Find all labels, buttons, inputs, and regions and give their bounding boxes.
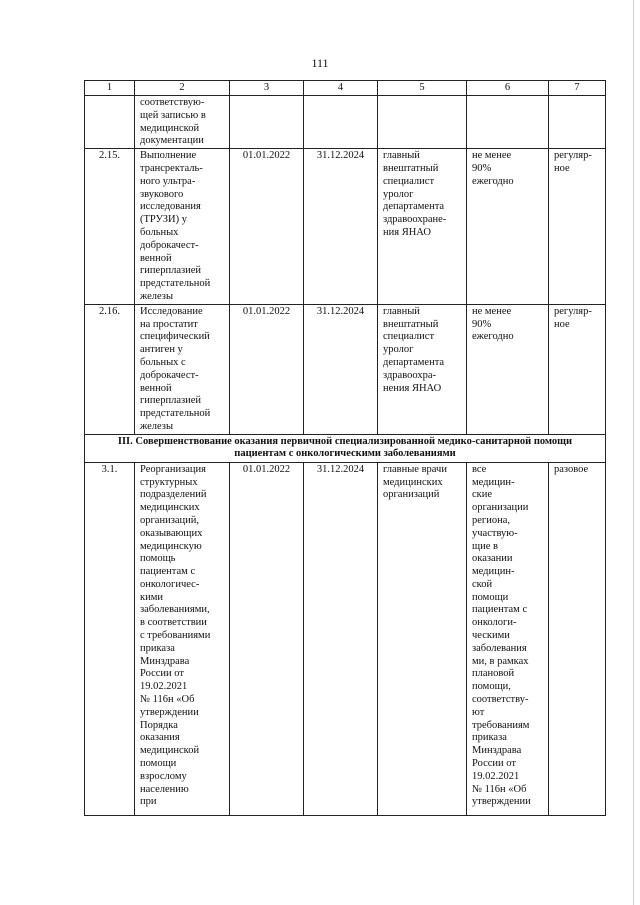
start-date: 01.01.2022: [242, 150, 291, 162]
table-header-row: [85, 81, 606, 96]
row-number: 2.16.: [99, 305, 120, 317]
column-header: 5: [378, 81, 467, 96]
row-number: 2.15.: [99, 150, 120, 162]
activity-text: Реорганизация структурных подразделений медицинских организаций, оказывающих медицинскую помощь пациентам с онкологичес- кими заболеваниями, в соответствии с требованиями приказа Минздрава России от 19.02.2021 № 116н «Об утверждении Порядка оказания медицинской помощи взрослому населению при: [140, 463, 211, 808]
indicator-text: не менее 90% ежегодно: [472, 305, 514, 343]
activity-text: Выполнение трансректаль- ного ультра- звукового исследования (ТРУЗИ) у больных доброкачест- венной гиперплазией предстательной железы: [140, 150, 211, 302]
column-header: 1: [85, 81, 135, 96]
indicator-text: не менее 90% ежегодно: [472, 150, 514, 187]
table-row: [85, 304, 606, 434]
row-number: 3.1.: [101, 463, 118, 475]
section-row: [85, 434, 606, 462]
page-number: 111: [311, 56, 329, 70]
column-header: 7: [549, 81, 606, 96]
end-date: 31.12.2024: [316, 305, 365, 317]
page-edge: [633, 0, 634, 905]
frequency-text: регуляр- ное: [554, 150, 592, 174]
table-row: [85, 149, 606, 305]
activity-text: Исследование на простатит специфический антиген у больных с доброкачест- венной гиперплазией предстательной железы: [140, 305, 211, 432]
table-row: [85, 96, 606, 149]
table-row: [85, 462, 606, 815]
responsible-text: главный внештатный специалист уролог департамента здравоохране- ния ЯНАО: [383, 150, 447, 238]
end-date: 31.12.2024: [316, 463, 365, 475]
start-date: 01.01.2022: [242, 463, 291, 475]
column-header: 6: [467, 81, 549, 96]
section-title: III. Совершенствование оказания первичной специализированной медико-санитарной помощи пациентам с онкологическими заболеваниями: [85, 434, 606, 462]
end-date: 31.12.2024: [316, 150, 365, 162]
responsible-text: главный внештатный специалист уролог департамента здравоохра- нения ЯНАО: [383, 305, 445, 394]
frequency-text: разовое: [554, 463, 589, 475]
column-header: 4: [304, 81, 378, 96]
start-date: 01.01.2022: [242, 305, 291, 317]
frequency-text: регуляр- ное: [554, 305, 592, 330]
plan-table: [84, 80, 606, 816]
column-header: 2: [135, 81, 230, 96]
responsible-text: главные врачи медицинских организаций: [383, 463, 447, 501]
indicator-text: все медицин- ские организации региона, участвую- щие в оказании медицин- ской помощи пациентам с онкологи- ческими заболевания ми, в рамках плановой помощи, соответству- ют требованиям приказа Минздрава России от 19.02.2021 № 116н «Об утверждении: [472, 463, 531, 808]
column-header: 3: [230, 81, 304, 96]
activity-text: соответствую- щей записью в медицинской документации: [140, 97, 206, 147]
